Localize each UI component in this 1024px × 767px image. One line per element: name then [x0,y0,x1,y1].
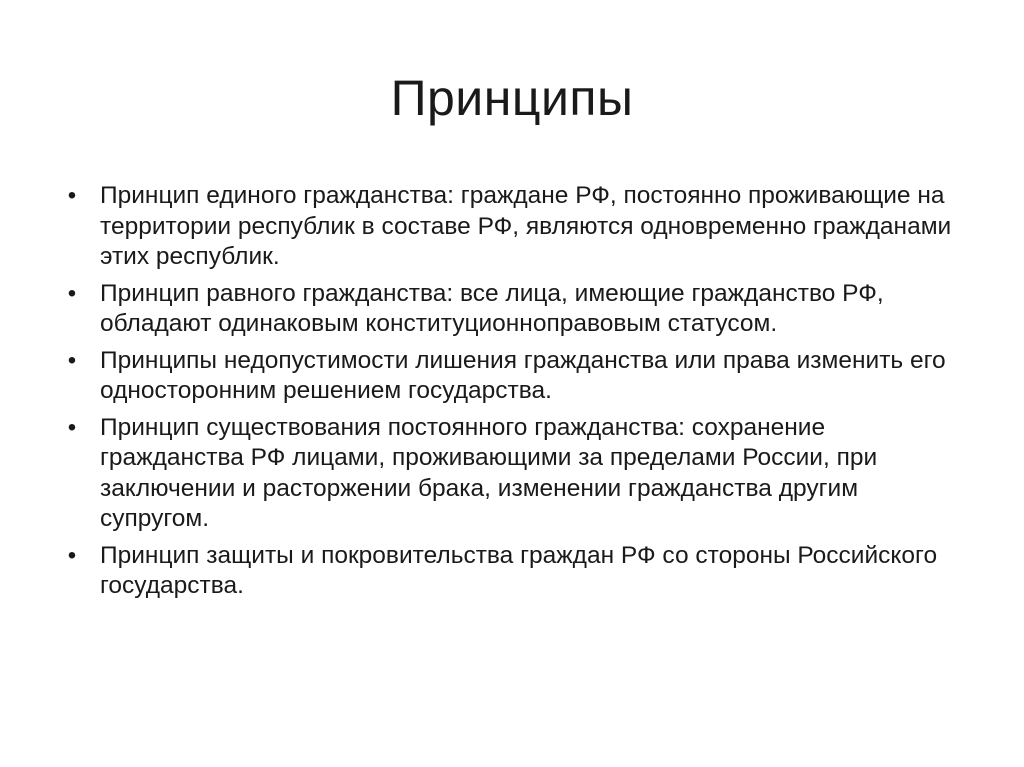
bullet-item [62,181,972,273]
bullet-item [62,346,972,407]
bullet-text: Принцип равного гражданства: все лица, имеющие гражданство РФ, обладают одинаковым конституционноправовым статусом. [100,279,884,337]
bullet-text: Принципы недопустимости лишения гражданства или права изменить его односторонним решением государства. [100,346,946,404]
bullet-icon: • [67,346,77,374]
bullet-icon: • [67,541,77,569]
bullet-icon: • [67,182,77,209]
slide-title: Принципы [390,70,634,126]
bullet-text: Принцип защиты и покровительства граждан РФ со стороны Российского государства. [100,541,938,599]
bullet-list [62,181,972,608]
bullet-text: Принцип существования постоянного гражданства: сохранение гражданства РФ лицами, проживающими за пределами России, при заключении и расторжении брака, изменении гражданства другим супругом. [100,413,878,532]
bullet-item [62,541,972,602]
bullet-item [62,413,972,535]
bullet-icon: • [67,279,77,307]
bullet-item [62,279,972,340]
bullet-icon: • [67,413,77,441]
bullet-text: Принцип единого гражданства: граждане РФ, постоянно проживающие на территории республик в составе РФ, являются одновременно гражданами этих республик. [100,182,952,270]
